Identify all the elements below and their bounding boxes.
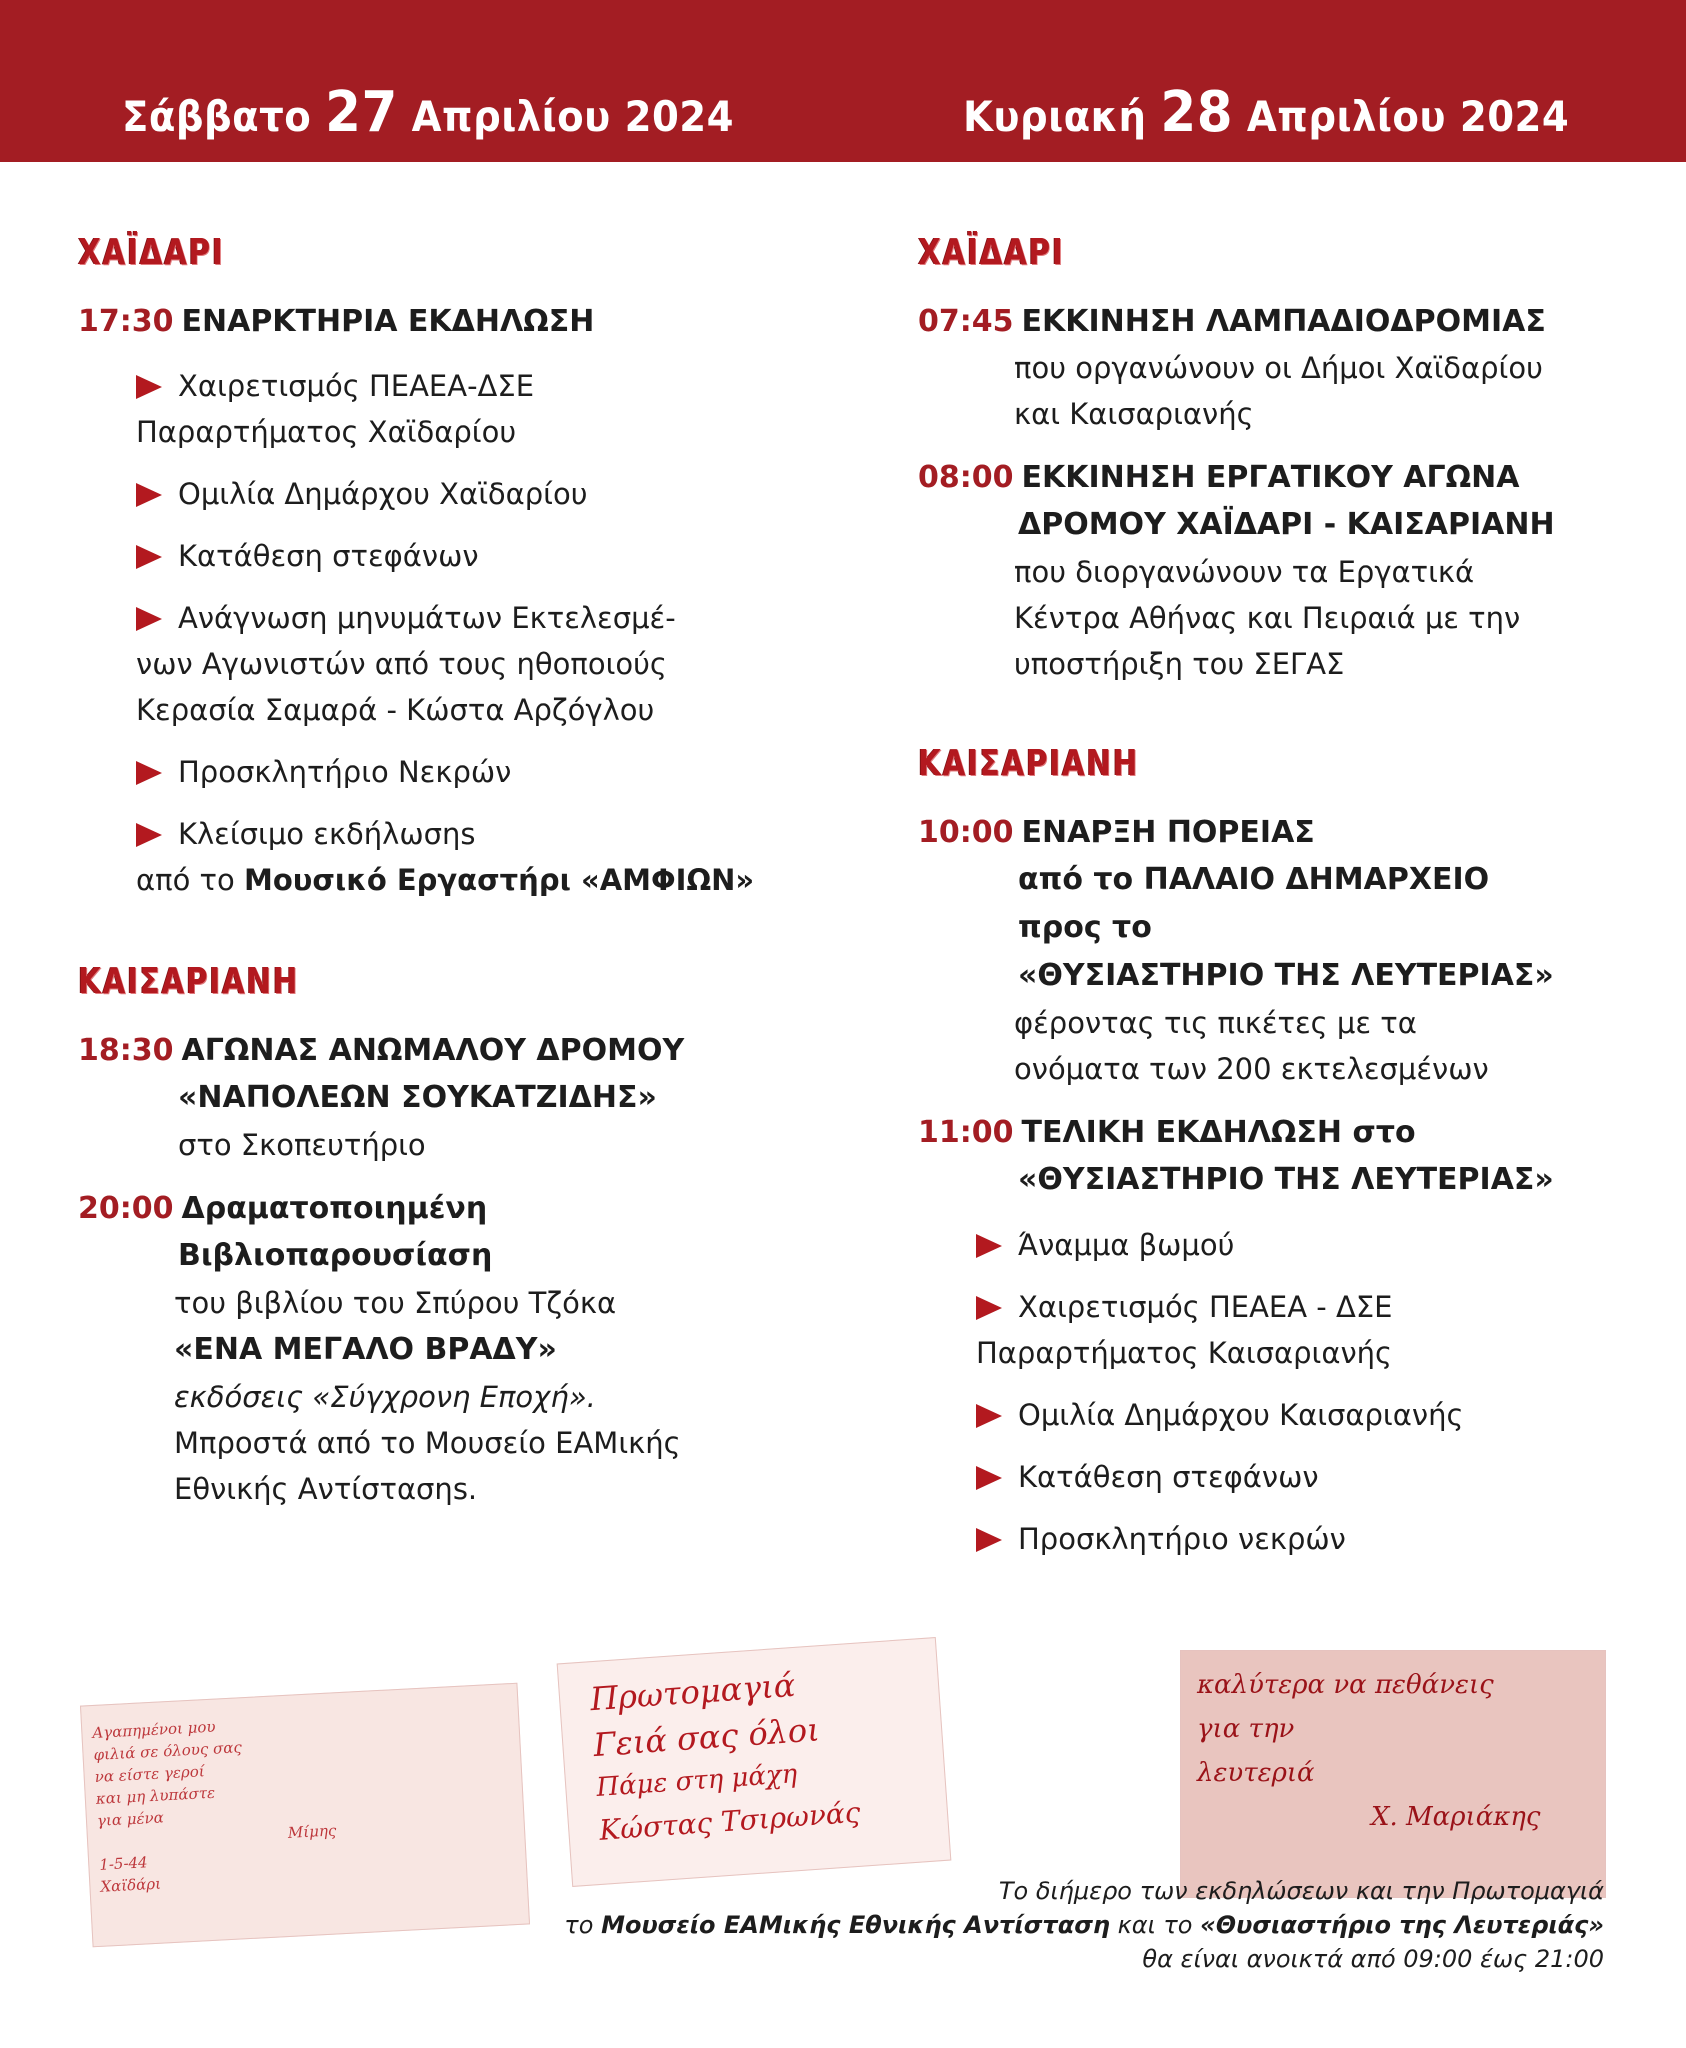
event-subtitle: Βιβλιοπαρουσίαση [178, 1238, 493, 1273]
event-header [918, 810, 1638, 856]
event-title: ΕΝΑΡΚΤΗΡΙΑ ΕΚΔΗΛΩΣΗ [181, 304, 595, 339]
handwriting-line: για την [1197, 1714, 1295, 1744]
list-item-text: Κλείσιμο εκδήλωσηs [178, 817, 476, 851]
book-title: «ΕΝΑ ΜΕΓΑΛΟ ΒΡΑΔΥ» [174, 1332, 557, 1367]
list-item-text: Μουσικό Εργαστήρι «ΑΜΦΙΩΝ» [243, 863, 755, 897]
event-detail: Μπροστά από το Μουσείο ΕΑΜικής [174, 1426, 681, 1460]
event-detail: στο Σκοπευτήριο [178, 1128, 426, 1162]
event-final-ceremony [918, 1110, 1638, 1204]
footer-note [564, 1874, 1604, 1976]
event-detail: που οργανώνουν οι Δήμοι Χαϊδαρίου [1014, 351, 1543, 385]
event-time: 17:30 [78, 304, 174, 339]
event-detail: και Καισαριανής [1014, 397, 1254, 431]
triangle-bullet-icon [136, 545, 162, 569]
list-item [918, 1516, 1638, 1562]
footer-text: και το [1117, 1911, 1193, 1939]
event-cross-country-race [78, 1028, 798, 1168]
event-header [918, 299, 1638, 345]
list-item-text: Προσκλητήριο νεκρών [1018, 1522, 1346, 1556]
event-title: Δραματοποιημένη [181, 1191, 488, 1226]
event-time: 08:00 [918, 460, 1014, 495]
triangle-bullet-icon [136, 375, 162, 399]
triangle-bullet-icon [976, 1296, 1002, 1320]
list-item-text: Προσκλητήριο Νεκρών [178, 755, 512, 789]
place-heading-chaidari: ΧΑΪΔΑΡΙ [78, 232, 225, 273]
publisher: εκδόσεις «Σύγχρονη Εποχή». [174, 1380, 596, 1414]
event-time: 11:00 [918, 1115, 1014, 1150]
event-workers-race [918, 455, 1638, 687]
triangle-bullet-icon [136, 823, 162, 847]
handwritten-letter-image [80, 1683, 530, 1948]
handwriting-signature: Μίμης [287, 1821, 337, 1842]
date-sunday [963, 80, 1569, 145]
list-item [78, 811, 798, 903]
list-item [78, 471, 798, 517]
list-item [78, 749, 798, 795]
sunday-program [918, 232, 1638, 1578]
event-subtitle: «ΝΑΠΟΛΕΩΝ ΣΟΥΚΑΤΖΙΔΗΣ» [178, 1080, 657, 1115]
event-book-presentation [78, 1186, 798, 1512]
event-detail: φέροντας τις πικέτες με τα [1014, 1006, 1417, 1040]
handwritten-wall-inscription-image [1180, 1650, 1606, 1898]
event-detail: υποστήριξη του ΣΕΓΑΣ [1014, 647, 1345, 681]
event-march [918, 810, 1638, 1092]
list-item-text: Παραρτήματος Καισαριανής [976, 1336, 1393, 1370]
event-header [78, 1028, 798, 1074]
museum-name: Μουσείο ΕΑΜικής Εθνικής Αντίσταση [601, 1911, 1110, 1939]
day-name: Σάββατο [122, 92, 312, 141]
event-title: ΕΚΚΙΝΗΣΗ ΛΑΜΠΑΔΙΟΔΡΟΜΙΑΣ [1021, 304, 1546, 339]
event-title: ΕΝΑΡΞΗ ΠΟΡΕΙΑΣ [1021, 815, 1315, 850]
triangle-bullet-icon [976, 1404, 1002, 1428]
day-name: Κυριακή [963, 92, 1147, 141]
list-item-text: από το [136, 863, 235, 897]
list-item-text: Κερασία Σαμαρά - Κώστα Αρζόγλου [136, 693, 655, 727]
list-item-text: Άναμμα βωμού [1018, 1228, 1235, 1262]
triangle-bullet-icon [976, 1466, 1002, 1490]
event-title: ΕΚΚΙΝΗΣΗ ΕΡΓΑΤΙΚΟΥ ΑΓΩΝΑ [1021, 460, 1520, 495]
list-item [918, 1284, 1638, 1376]
list-item [78, 363, 798, 455]
list-item-text: Ομιλία Δημάρχου Χαϊδαρίου [178, 477, 588, 511]
list-item [78, 595, 798, 733]
list-item [78, 533, 798, 579]
event-subtitle: προς το [1018, 910, 1152, 945]
event-header [78, 1186, 798, 1232]
spacer [1181, 1651, 1605, 1663]
event-subtitle: από το ΠΑΛΑΙΟ ΔΗΜΑΡΧΕΙΟ [1018, 862, 1490, 897]
handwriting-line: και μη λυπάστε [95, 1783, 216, 1808]
triangle-bullet-icon [976, 1528, 1002, 1552]
footer-line [564, 1908, 1604, 1942]
list-item-text: Παραρτήματος Χαϊδαρίου [136, 415, 517, 449]
footer-line: Το διήμερο των εκδηλώσεων και την Πρωτομαγιά [998, 1877, 1604, 1905]
handwriting-line: Πάμε στη μάχη [595, 1759, 799, 1804]
handwriting-line: λευτεριά [1197, 1758, 1315, 1788]
event-opening [78, 299, 798, 345]
handwriting-line: για μένα [96, 1808, 165, 1830]
day-number: 27 [325, 80, 398, 145]
event-subtitle: «ΘΥΣΙΑΣΤΗΡΙΟ ΤΗΣ ΛΕΥΤΕΡΙΑΣ» [1018, 958, 1554, 993]
event-subtitle: ΔΡΟΜΟΥ ΧΑΪΔΑΡΙ - ΚΑΙΣΑΡΙΑΝΗ [1018, 507, 1555, 542]
triangle-bullet-icon [976, 1234, 1002, 1258]
handwriting-line: φιλιά σε όλους σας [93, 1738, 243, 1764]
event-time: 18:30 [78, 1033, 174, 1068]
event-detail: του βιβλίου του Σπύρου Τζόκα [174, 1286, 617, 1320]
handwriting-signature: Χ. Μαριάκης [1371, 1802, 1541, 1832]
footer-line: θα είναι ανοικτά από 09:00 έως 21:00 [1142, 1945, 1604, 1973]
handwriting-line: Αγαπημένοι μου [91, 1717, 217, 1743]
handwriting-line: Πρωτομαγιά [588, 1665, 797, 1719]
handwriting-line: καλύτερα να πεθάνεις [1197, 1670, 1494, 1700]
day-number: 28 [1160, 80, 1234, 145]
list-item-text: Ανάγνωση μηνυμάτων Εκτελεσμέ- [178, 601, 676, 635]
list-item-text: Ομιλία Δημάρχου Καισαριανής [1018, 1398, 1464, 1432]
header-banner [0, 0, 1686, 162]
place-heading-chaidari: ΧΑΪΔΑΡΙ [918, 232, 1065, 273]
handwriting-line: να είστε γεροί [94, 1762, 206, 1786]
saturday-program [78, 232, 798, 1530]
list-item-text: Κατάθεση στεφάνων [178, 539, 479, 573]
event-title: ΑΓΩΝΑΣ ΑΝΩΜΑΛΟΥ ΔΡΟΜΟΥ [181, 1033, 685, 1068]
event-time: 10:00 [918, 815, 1014, 850]
handwriting-signature: Κώστας Τσιρωνάς [598, 1795, 862, 1847]
event-time: 07:45 [918, 304, 1014, 339]
place-heading-kaisariani: ΚΑΙΣΑΡΙΑΝΗ [78, 961, 300, 1002]
handwriting-line: 1-5-44 [98, 1853, 149, 1874]
triangle-bullet-icon [136, 483, 162, 507]
event-torch-relay [918, 299, 1638, 437]
event-subtitle: «ΘΥΣΙΑΣΤΗΡΙΟ ΤΗΣ ΛΕΥΤΕΡΙΑΣ» [1018, 1162, 1554, 1197]
list-item-text: Χαιρετισμός ΠΕΑΕΑ-ΔΣΕ [178, 369, 535, 403]
list-item [918, 1454, 1638, 1500]
triangle-bullet-icon [136, 607, 162, 631]
event-header [918, 1110, 1638, 1156]
handwriting-line: Γειά σας όλοι [592, 1710, 821, 1765]
handwritten-note-image [557, 1637, 952, 1887]
event-detail: Εθνικής Αντίστασηs. [174, 1472, 478, 1506]
list-item [918, 1392, 1638, 1438]
event-detail: Κέντρα Αθήνας και Πειραιά με την [1014, 601, 1521, 635]
event-header [78, 299, 798, 345]
event-header [918, 455, 1638, 501]
event-detail: που διοργανώνουν τα Εργατικά [1014, 555, 1475, 589]
triangle-bullet-icon [136, 761, 162, 785]
list-item-text: νων Αγωνιστών από τους ηθοποιούς [136, 647, 667, 681]
handwriting-line: Χαϊδάρι [100, 1874, 162, 1896]
month-year: Απριλίου 2024 [411, 92, 735, 141]
list-item-text: Χαιρετισμός ΠΕΑΕΑ - ΔΣΕ [1018, 1290, 1393, 1324]
list-item-text: Κατάθεση στεφάνων [1018, 1460, 1319, 1494]
event-detail: ονόματα των 200 εκτελεσμένων [1014, 1052, 1489, 1086]
list-item [918, 1222, 1638, 1268]
footer-text: το [564, 1911, 594, 1939]
memorial-name: «Θυσιαστήριο της Λευτεριάς» [1200, 1911, 1604, 1939]
month-year: Απριλίου 2024 [1246, 92, 1570, 141]
place-heading-kaisariani: ΚΑΙΣΑΡΙΑΝΗ [918, 743, 1140, 784]
event-time: 20:00 [78, 1191, 174, 1226]
event-title: ΤΕΛΙΚΗ ΕΚΔΗΛΩΣΗ στο [1021, 1115, 1416, 1150]
date-saturday [122, 80, 734, 145]
